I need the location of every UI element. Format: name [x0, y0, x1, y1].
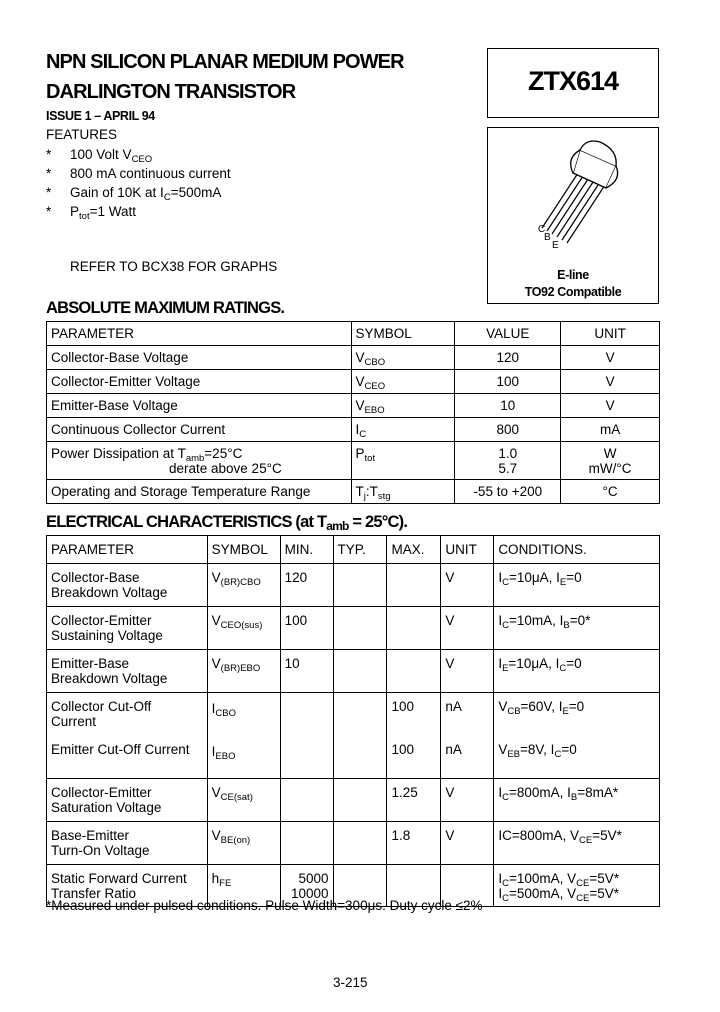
issue-date: ISSUE 1 – APRIL 94 [46, 109, 155, 123]
value-cell: 1.0 5.7 [455, 442, 561, 480]
col-header: TYP. [333, 536, 387, 564]
param-cell: Operating and Storage Temperature Range [47, 480, 352, 504]
bullet-icon: * [46, 204, 52, 219]
unit-cell: V [441, 779, 494, 822]
conditions-cell: $I_E=10\mu A$, $I_C=0$ [494, 650, 660, 693]
conditions-cell: IC=800mA, $V_{CE}=5V*$ [494, 822, 660, 865]
abs-max-table [46, 321, 660, 504]
table-row [47, 564, 660, 607]
typ-cell [333, 650, 387, 693]
param-cell: Collector Cut-Off Current Emitter Cut-Off Current [47, 693, 208, 779]
unit-cell: nA nA [441, 693, 494, 779]
table-row [47, 480, 660, 504]
bullet-icon: * [46, 185, 52, 200]
unit-cell: V [441, 607, 494, 650]
symbol-cell: $V_{CEO(sus)}$ [207, 607, 280, 650]
max-cell: 100 100 [387, 693, 441, 779]
elec-heading: ELECTRICAL CHARACTERISTICS (at $T_{amb} = 25^\circ C$). [46, 513, 408, 533]
typ-cell [333, 822, 387, 865]
conditions-cell: $V_{CB}=60V$, $I_E=0$ $V_{EB}=8V$, $I_C=0$ [494, 693, 660, 779]
unit-cell: W mW/°C [561, 442, 660, 480]
typ-cell [333, 693, 387, 779]
part-number: ZTX614 [527, 66, 619, 96]
table-row [47, 822, 660, 865]
pin-c-label: C [538, 224, 546, 235]
min-cell [280, 779, 333, 822]
col-header: MIN. [280, 536, 333, 564]
min-cell [280, 693, 333, 779]
table-row [47, 346, 660, 370]
param-cell: Collector-Emitter Saturation Voltage [47, 779, 208, 822]
col-header: CONDITIONS. [494, 536, 660, 564]
symbol-cell: $V_{CE(sat)}$ [207, 779, 280, 822]
param-cell: Power Dissipation at $T_{amb}=25^\circ C$ derate above 25°C [47, 442, 352, 480]
table-row [47, 442, 660, 480]
unit-cell: °C [561, 480, 660, 504]
col-header: PARAMETER [47, 536, 208, 564]
to92-package-icon [488, 128, 658, 258]
param-cell: Static Forward Current Transfer Ratio [47, 865, 208, 907]
pin-e-label: E [552, 240, 559, 251]
param-cell: Continuous Collector Current [47, 418, 352, 442]
col-header: UNIT [441, 536, 494, 564]
features-heading: FEATURES [46, 127, 118, 142]
package-line-2: TO92 Compatible [524, 285, 622, 299]
min-cell [280, 822, 333, 865]
table-row [47, 607, 660, 650]
bullet-icon: * [46, 147, 52, 162]
col-header: SYMBOL [351, 322, 455, 346]
table-row [47, 394, 660, 418]
param-cell: Collector-Base Breakdown Voltage [47, 564, 208, 607]
max-cell [387, 607, 441, 650]
symbol-cell: $P_{tot}$ [351, 442, 455, 480]
max-cell: 1.8 [387, 822, 441, 865]
max-cell [387, 564, 441, 607]
symbol-cell: $V_{CBO}$ [351, 346, 455, 370]
min-cell: 5000 10000 [280, 865, 333, 907]
package-box [487, 127, 659, 304]
conditions-cell: $I_C=10mA$, $I_B=0*$ [494, 607, 660, 650]
col-header: SYMBOL [207, 536, 280, 564]
col-header: PARAMETER [47, 322, 352, 346]
table-header-row [47, 322, 660, 346]
col-header: VALUE [455, 322, 561, 346]
feature-text: $P_{tot}=1$ Watt [70, 204, 136, 222]
symbol-cell: $I_{CBO}$ $I_{EBO}$ [207, 693, 280, 779]
symbol-cell: $V_{BE(on)}$ [207, 822, 280, 865]
symbol-cell: $V_{CEO}$ [351, 370, 455, 394]
table-header-row [47, 536, 660, 564]
conditions-cell: $I_C=800mA$, $I_B=8mA*$ [494, 779, 660, 822]
table-row [47, 650, 660, 693]
conditions-cell: $I_C=10\mu A$, $I_E=0$ [494, 564, 660, 607]
unit-cell: V [561, 394, 660, 418]
value-cell: 120 [455, 346, 561, 370]
value-cell: -55 to +200 [455, 480, 561, 504]
param-cell: Collector-Emitter Voltage [47, 370, 352, 394]
conditions-cell: $I_C=100mA$, $V_{CE}=5V*$ $I_C=500mA$, $V_{CE}=5V*$ [494, 865, 660, 907]
feature-text: 800 mA continuous current [70, 166, 231, 181]
param-cell: Emitter-Base Voltage [47, 394, 352, 418]
table-row [47, 370, 660, 394]
value-cell: 100 [455, 370, 561, 394]
table-row [47, 418, 660, 442]
min-cell: 100 [280, 607, 333, 650]
param-cell: Collector-Emitter Sustaining Voltage [47, 607, 208, 650]
elec-table [46, 535, 660, 907]
col-header: UNIT [561, 322, 660, 346]
title-line-2: DARLINGTON TRANSISTOR [46, 81, 296, 103]
feature-text: Gain of 10K at $I_C=500mA$ [70, 185, 222, 203]
page-number: 3-215 [333, 975, 368, 990]
symbol-cell: $h_{FE}$ [207, 865, 280, 907]
symbol-cell: $V_{EBO}$ [351, 394, 455, 418]
footnote: *Measured under pulsed conditions. Pulse Width=300μs. Duty cycle ≤2% [46, 898, 483, 913]
part-number-box [487, 48, 659, 118]
unit-cell: mA [561, 418, 660, 442]
package-line-1: E-line [557, 268, 589, 282]
max-cell: 1.25 [387, 779, 441, 822]
abs-max-heading: ABSOLUTE MAXIMUM RATINGS. [46, 299, 285, 317]
unit-cell: V [561, 370, 660, 394]
bullet-icon: * [46, 166, 52, 181]
typ-cell [333, 564, 387, 607]
min-cell: 120 [280, 564, 333, 607]
typ-cell [333, 779, 387, 822]
table-row [47, 779, 660, 822]
refer-note: REFER TO BCX38 FOR GRAPHS [70, 259, 278, 274]
table-row [47, 693, 660, 779]
unit-cell: V [441, 822, 494, 865]
pin-b-label: B [544, 232, 551, 243]
symbol-cell: $V_{(BR)CBO}$ [207, 564, 280, 607]
max-cell [387, 650, 441, 693]
feature-text: 100 Volt $V_{CEO}$ [70, 147, 153, 165]
param-cell: Base-Emitter Turn-On Voltage [47, 822, 208, 865]
unit-cell: V [561, 346, 660, 370]
param-cell: Emitter-Base Breakdown Voltage [47, 650, 208, 693]
col-header: MAX. [387, 536, 441, 564]
symbol-cell: $T_j:T_{stg}$ [351, 480, 455, 504]
value-cell: 10 [455, 394, 561, 418]
symbol-cell: $I_C$ [351, 418, 455, 442]
value-cell: 800 [455, 418, 561, 442]
min-cell: 10 [280, 650, 333, 693]
unit-cell: V [441, 650, 494, 693]
typ-cell [333, 607, 387, 650]
symbol-cell: $V_{(BR)EBO}$ [207, 650, 280, 693]
unit-cell: V [441, 564, 494, 607]
title-line-1: NPN SILICON PLANAR MEDIUM POWER [46, 51, 404, 73]
param-cell: Collector-Base Voltage [47, 346, 352, 370]
